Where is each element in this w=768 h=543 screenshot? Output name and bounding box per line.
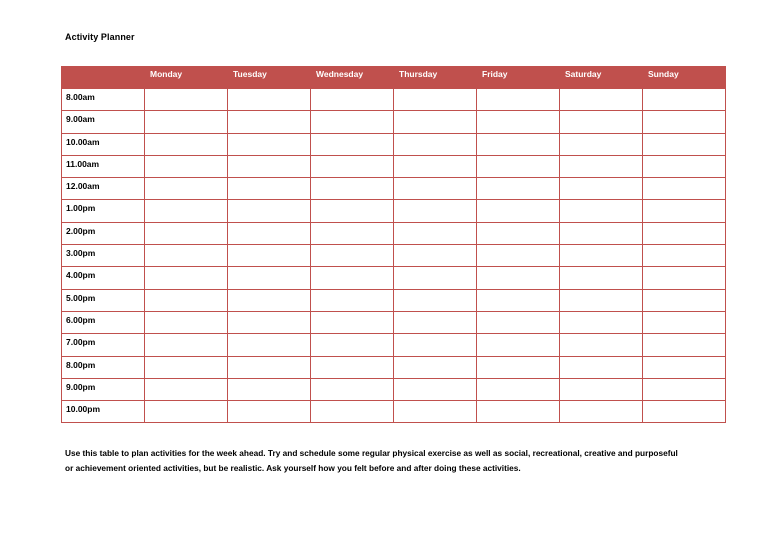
planner-cell-tuesday[interactable] <box>228 133 311 155</box>
planner-cell-monday[interactable] <box>145 311 228 333</box>
planner-cell-wednesday[interactable] <box>311 89 394 111</box>
planner-cell-sunday[interactable] <box>643 89 726 111</box>
planner-cell-saturday[interactable] <box>560 378 643 400</box>
time-slot-label: 6.00pm <box>62 311 145 333</box>
planner-cell-friday[interactable] <box>477 289 560 311</box>
planner-cell-tuesday[interactable] <box>228 178 311 200</box>
planner-cell-wednesday[interactable] <box>311 222 394 244</box>
planner-cell-monday[interactable] <box>145 356 228 378</box>
planner-cell-saturday[interactable] <box>560 133 643 155</box>
planner-cell-friday[interactable] <box>477 267 560 289</box>
planner-cell-saturday[interactable] <box>560 178 643 200</box>
planner-cell-saturday[interactable] <box>560 289 643 311</box>
planner-cell-monday[interactable] <box>145 401 228 423</box>
planner-cell-sunday[interactable] <box>643 289 726 311</box>
planner-cell-sunday[interactable] <box>643 378 726 400</box>
planner-cell-monday[interactable] <box>145 222 228 244</box>
planner-cell-thursday[interactable] <box>394 334 477 356</box>
time-slot-label: 9.00am <box>62 111 145 133</box>
planner-cell-friday[interactable] <box>477 89 560 111</box>
table-row <box>62 155 726 177</box>
planner-cell-thursday[interactable] <box>394 200 477 222</box>
time-slot-label: 12.00am <box>62 178 145 200</box>
planner-cell-wednesday[interactable] <box>311 356 394 378</box>
planner-cell-saturday[interactable] <box>560 356 643 378</box>
table-row <box>62 334 726 356</box>
planner-cell-saturday[interactable] <box>560 401 643 423</box>
table-row <box>62 245 726 267</box>
planner-cell-thursday[interactable] <box>394 222 477 244</box>
planner-cell-wednesday[interactable] <box>311 401 394 423</box>
planner-cell-monday[interactable] <box>145 378 228 400</box>
planner-cell-friday[interactable] <box>477 155 560 177</box>
planner-cell-wednesday[interactable] <box>311 245 394 267</box>
planner-cell-saturday[interactable] <box>560 311 643 333</box>
planner-cell-monday[interactable] <box>145 267 228 289</box>
planner-cell-monday[interactable] <box>145 89 228 111</box>
page-title: Activity Planner <box>65 32 135 42</box>
table-row <box>62 401 726 423</box>
planner-cell-monday[interactable] <box>145 111 228 133</box>
table-row <box>62 178 726 200</box>
planner-cell-sunday[interactable] <box>643 222 726 244</box>
planner-cell-wednesday[interactable] <box>311 200 394 222</box>
header-day-friday: Friday <box>477 67 560 89</box>
planner-cell-tuesday[interactable] <box>228 155 311 177</box>
planner-cell-tuesday[interactable] <box>228 89 311 111</box>
time-slot-label: 11.00am <box>62 155 145 177</box>
time-slot-label: 1.00pm <box>62 200 145 222</box>
planner-cell-thursday[interactable] <box>394 133 477 155</box>
planner-cell-sunday[interactable] <box>643 133 726 155</box>
planner-cell-tuesday[interactable] <box>228 401 311 423</box>
table-row <box>62 89 726 111</box>
header-row <box>62 67 726 89</box>
planner-cell-tuesday[interactable] <box>228 356 311 378</box>
planner-cell-sunday[interactable] <box>643 155 726 177</box>
time-slot-label: 7.00pm <box>62 334 145 356</box>
planner-cell-friday[interactable] <box>477 111 560 133</box>
planner-cell-wednesday[interactable] <box>311 111 394 133</box>
planner-cell-tuesday[interactable] <box>228 222 311 244</box>
time-slot-label: 8.00pm <box>62 356 145 378</box>
planner-cell-saturday[interactable] <box>560 200 643 222</box>
planner-cell-saturday[interactable] <box>560 334 643 356</box>
header-day-thursday: Thursday <box>394 67 477 89</box>
planner-cell-friday[interactable] <box>477 401 560 423</box>
table-row <box>62 267 726 289</box>
planner-cell-thursday[interactable] <box>394 289 477 311</box>
planner-cell-sunday[interactable] <box>643 200 726 222</box>
planner-cell-saturday[interactable] <box>560 89 643 111</box>
planner-cell-monday[interactable] <box>145 155 228 177</box>
planner-cell-wednesday[interactable] <box>311 378 394 400</box>
planner-cell-monday[interactable] <box>145 334 228 356</box>
time-slot-label: 10.00am <box>62 133 145 155</box>
planner-cell-thursday[interactable] <box>394 267 477 289</box>
planner-cell-tuesday[interactable] <box>228 200 311 222</box>
activity-planner-table <box>61 66 726 423</box>
planner-cell-monday[interactable] <box>145 289 228 311</box>
table-row <box>62 111 726 133</box>
table-row <box>62 133 726 155</box>
table-row <box>62 378 726 400</box>
planner-cell-friday[interactable] <box>477 356 560 378</box>
planner-cell-tuesday[interactable] <box>228 378 311 400</box>
planner-cell-monday[interactable] <box>145 200 228 222</box>
planner-cell-sunday[interactable] <box>643 356 726 378</box>
planner-cell-saturday[interactable] <box>560 267 643 289</box>
planner-cell-wednesday[interactable] <box>311 289 394 311</box>
planner-cell-friday[interactable] <box>477 334 560 356</box>
planner-cell-friday[interactable] <box>477 178 560 200</box>
planner-cell-tuesday[interactable] <box>228 267 311 289</box>
planner-cell-friday[interactable] <box>477 245 560 267</box>
planner-cell-saturday[interactable] <box>560 155 643 177</box>
planner-cell-friday[interactable] <box>477 378 560 400</box>
table-row <box>62 222 726 244</box>
planner-cell-wednesday[interactable] <box>311 334 394 356</box>
time-slot-label: 2.00pm <box>62 222 145 244</box>
planner-cell-saturday[interactable] <box>560 111 643 133</box>
header-corner <box>62 67 145 89</box>
planner-cell-tuesday[interactable] <box>228 311 311 333</box>
planner-cell-sunday[interactable] <box>643 334 726 356</box>
time-slot-label: 10.00pm <box>62 401 145 423</box>
planner-cell-wednesday[interactable] <box>311 155 394 177</box>
planner-cell-friday[interactable] <box>477 200 560 222</box>
time-slot-label: 4.00pm <box>62 267 145 289</box>
planner-cell-thursday[interactable] <box>394 178 477 200</box>
planner-cell-tuesday[interactable] <box>228 111 311 133</box>
header-day-saturday: Saturday <box>560 67 643 89</box>
planner-cell-sunday[interactable] <box>643 245 726 267</box>
planner-cell-thursday[interactable] <box>394 89 477 111</box>
header-day-sunday: Sunday <box>643 67 726 89</box>
header-day-monday: Monday <box>145 67 228 89</box>
time-slot-label: 5.00pm <box>62 289 145 311</box>
planner-cell-wednesday[interactable] <box>311 267 394 289</box>
planner-cell-tuesday[interactable] <box>228 334 311 356</box>
header-day-wednesday: Wednesday <box>311 67 394 89</box>
table-row <box>62 200 726 222</box>
planner-cell-monday[interactable] <box>145 178 228 200</box>
planner-cell-thursday[interactable] <box>394 111 477 133</box>
time-slot-label: 9.00pm <box>62 378 145 400</box>
planner-cell-saturday[interactable] <box>560 222 643 244</box>
planner-cell-sunday[interactable] <box>643 311 726 333</box>
planner-cell-sunday[interactable] <box>643 178 726 200</box>
planner-cell-friday[interactable] <box>477 133 560 155</box>
planner-cell-sunday[interactable] <box>643 111 726 133</box>
table-row <box>62 356 726 378</box>
planner-cell-wednesday[interactable] <box>311 311 394 333</box>
planner-cell-monday[interactable] <box>145 133 228 155</box>
planner-cell-saturday[interactable] <box>560 245 643 267</box>
planner-cell-thursday[interactable] <box>394 378 477 400</box>
planner-cell-friday[interactable] <box>477 222 560 244</box>
instructions-line-2: or achievement oriented activities, but be realistic. Ask yourself how you felt before and after doing these activities. <box>65 463 521 473</box>
planner-cell-friday[interactable] <box>477 311 560 333</box>
planner-cell-thursday[interactable] <box>394 245 477 267</box>
planner-cell-tuesday[interactable] <box>228 289 311 311</box>
planner-cell-monday[interactable] <box>145 245 228 267</box>
time-slot-label: 3.00pm <box>62 245 145 267</box>
table-row <box>62 311 726 333</box>
planner-cell-wednesday[interactable] <box>311 133 394 155</box>
planner-cell-thursday[interactable] <box>394 401 477 423</box>
table-row <box>62 289 726 311</box>
planner-cell-thursday[interactable] <box>394 356 477 378</box>
planner-cell-sunday[interactable] <box>643 267 726 289</box>
planner-cell-wednesday[interactable] <box>311 178 394 200</box>
instructions-note <box>65 446 745 476</box>
planner-cell-thursday[interactable] <box>394 311 477 333</box>
planner-cell-tuesday[interactable] <box>228 245 311 267</box>
time-slot-label: 8.00am <box>62 89 145 111</box>
header-day-tuesday: Tuesday <box>228 67 311 89</box>
planner-cell-thursday[interactable] <box>394 155 477 177</box>
instructions-line-1: Use this table to plan activities for the week ahead. Try and schedule some regular physical exercise as well as social, recreational, creative and purposeful <box>65 448 678 458</box>
planner-cell-sunday[interactable] <box>643 401 726 423</box>
